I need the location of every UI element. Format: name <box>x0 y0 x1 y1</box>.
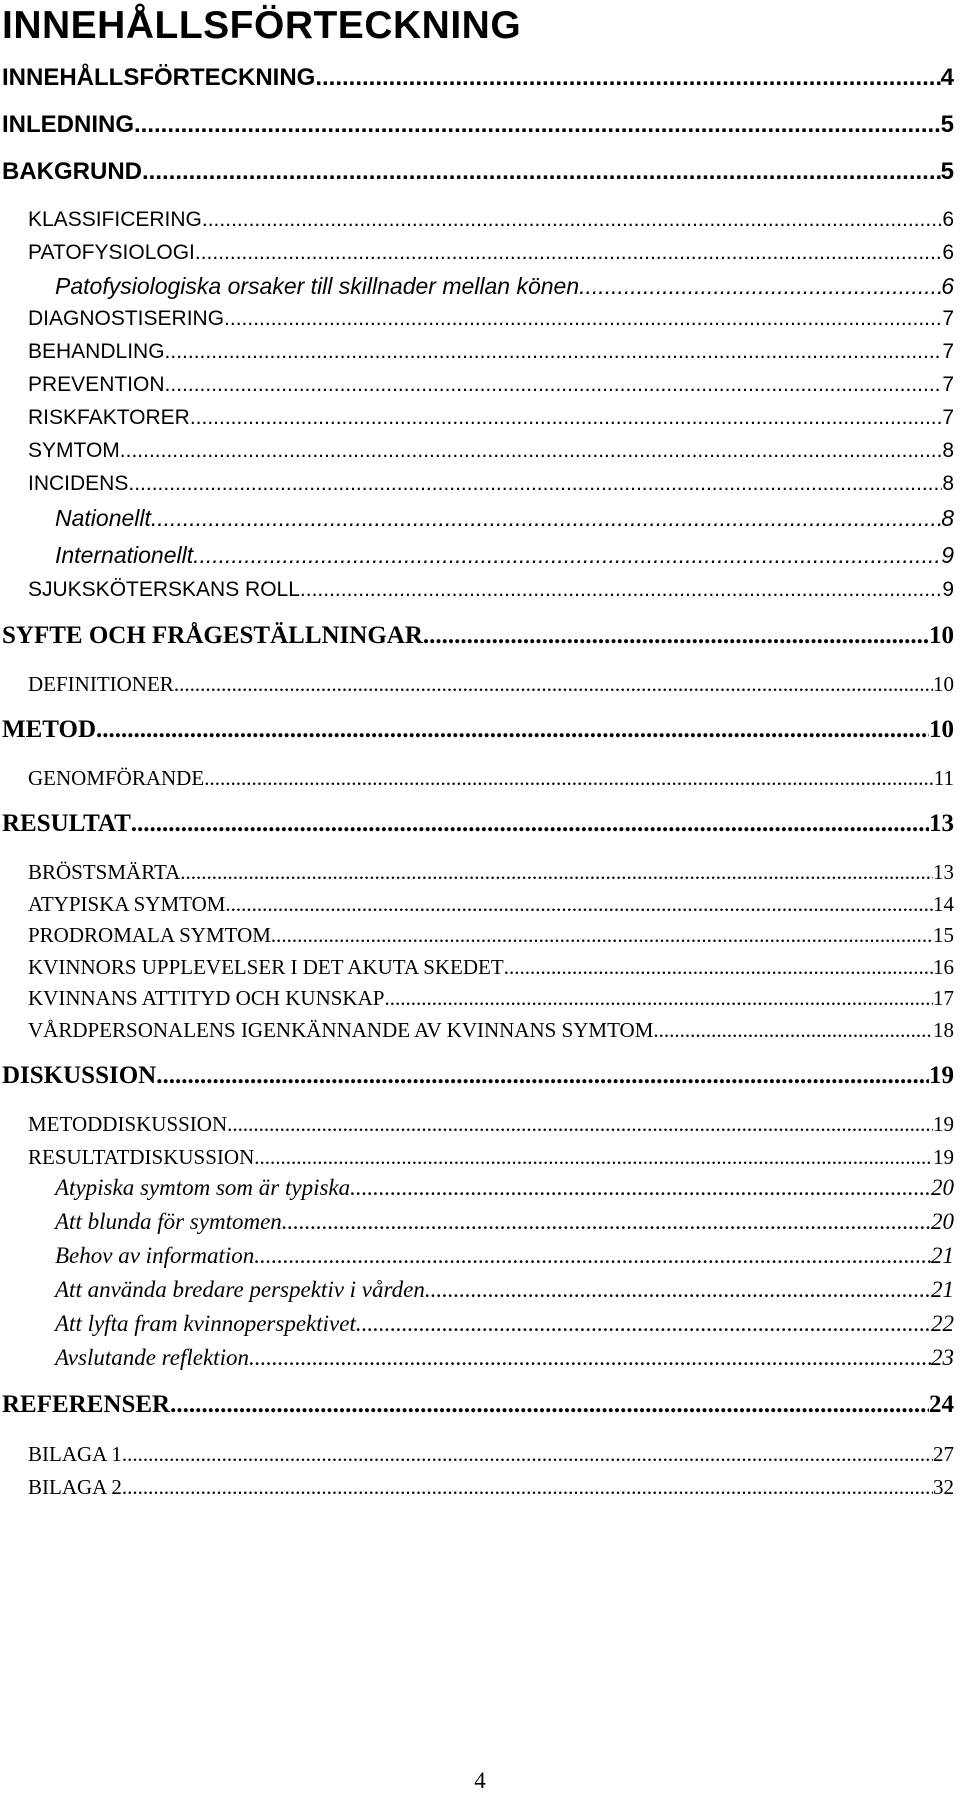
toc-entry[interactable]: ATYPISKA SYMTOM ..... 14 <box>28 892 954 917</box>
toc-entry[interactable]: METOD ..... 10 <box>2 716 954 744</box>
toc-entry[interactable]: Att blunda för symtomen ..... 20 <box>55 1209 954 1235</box>
toc-entry[interactable]: Att lyfta fram kvinnoperspektivet ..... 22 <box>55 1311 954 1337</box>
toc-entry[interactable]: PRODROMALA SYMTOM ..... 15 <box>28 923 954 948</box>
toc-entry[interactable]: INNEHÅLLSFÖRTECKNING ..... 4 <box>2 64 954 92</box>
toc-entry[interactable]: BILAGA 1 ..... 27 <box>28 1442 954 1467</box>
toc-entry[interactable]: DEFINITIONER ..... 10 <box>28 672 954 697</box>
toc-entry[interactable]: Patofysiologiska orsaker till skillnader mellan könen ..... 6 <box>55 273 954 300</box>
page-number: 4 <box>474 1768 486 1793</box>
toc-entry[interactable]: Nationellt ..... 8 <box>55 505 954 532</box>
toc-entry[interactable]: INLEDNING ..... 5 <box>2 111 954 139</box>
toc-entry[interactable]: METODDISKUSSION ..... 19 <box>28 1112 954 1137</box>
toc-entry[interactable]: GENOMFÖRANDE ..... 11 <box>28 766 954 791</box>
toc-entry[interactable]: RISKFAKTORER ..... 7 <box>28 406 954 430</box>
toc-entry[interactable]: PREVENTION ..... 7 <box>28 373 954 397</box>
toc-entry[interactable]: SYMTOM ..... 8 <box>28 439 954 463</box>
toc-entry[interactable]: REFERENSER ..... 24 <box>2 1391 954 1419</box>
toc-entry[interactable]: Atypiska symtom som är typiska ..... 20 <box>55 1175 954 1201</box>
toc-entry[interactable]: SJUKSKÖTERSKANS ROLL ..... 9 <box>28 578 954 602</box>
toc-entry[interactable]: INCIDENS ..... 8 <box>28 472 954 496</box>
toc-entry[interactable]: DIAGNOSTISERING ..... 7 <box>28 307 954 331</box>
toc-entry[interactable]: KVINNORS UPPLEVELSER I DET AKUTA SKEDET ..... 16 <box>28 955 954 980</box>
toc-entry[interactable]: DISKUSSION ..... 19 <box>2 1062 954 1090</box>
toc-entry[interactable]: Att använda bredare perspektiv i vården ..... 21 <box>55 1277 954 1303</box>
toc-entry[interactable]: RESULTATDISKUSSION ..... 19 <box>28 1145 954 1170</box>
toc-entry[interactable]: SYFTE OCH FRÅGESTÄLLNINGAR ..... 10 <box>2 622 954 650</box>
toc-entry[interactable]: BILAGA 2 ..... 32 <box>28 1475 954 1500</box>
toc-entry[interactable]: RESULTAT ..... 13 <box>2 810 954 838</box>
toc-entry[interactable]: Internationellt ..... 9 <box>55 542 954 569</box>
toc-entry[interactable]: KLASSIFICERING ..... 6 <box>28 208 954 232</box>
toc-entry[interactable]: Behov av information ..... 21 <box>55 1243 954 1269</box>
toc-entry[interactable]: VÅRDPERSONALENS IGENKÄNNANDE AV KVINNANS SYMTOM ..... 18 <box>28 1018 954 1043</box>
page-title: INNEHÅLLSFÖRTECKNING <box>2 4 522 47</box>
toc-entry[interactable]: KVINNANS ATTITYD OCH KUNSKAP ..... 17 <box>28 986 954 1011</box>
toc-entry[interactable]: BRÖSTSMÄRTA ..... 13 <box>28 860 954 885</box>
toc-entry[interactable]: BEHANDLING ..... 7 <box>28 340 954 364</box>
toc-entry[interactable]: BAKGRUND ..... 5 <box>2 158 954 186</box>
toc-entry[interactable]: Avslutande reflektion ..... 23 <box>55 1345 954 1371</box>
toc-entry[interactable]: PATOFYSIOLOGI ..... 6 <box>28 241 954 265</box>
